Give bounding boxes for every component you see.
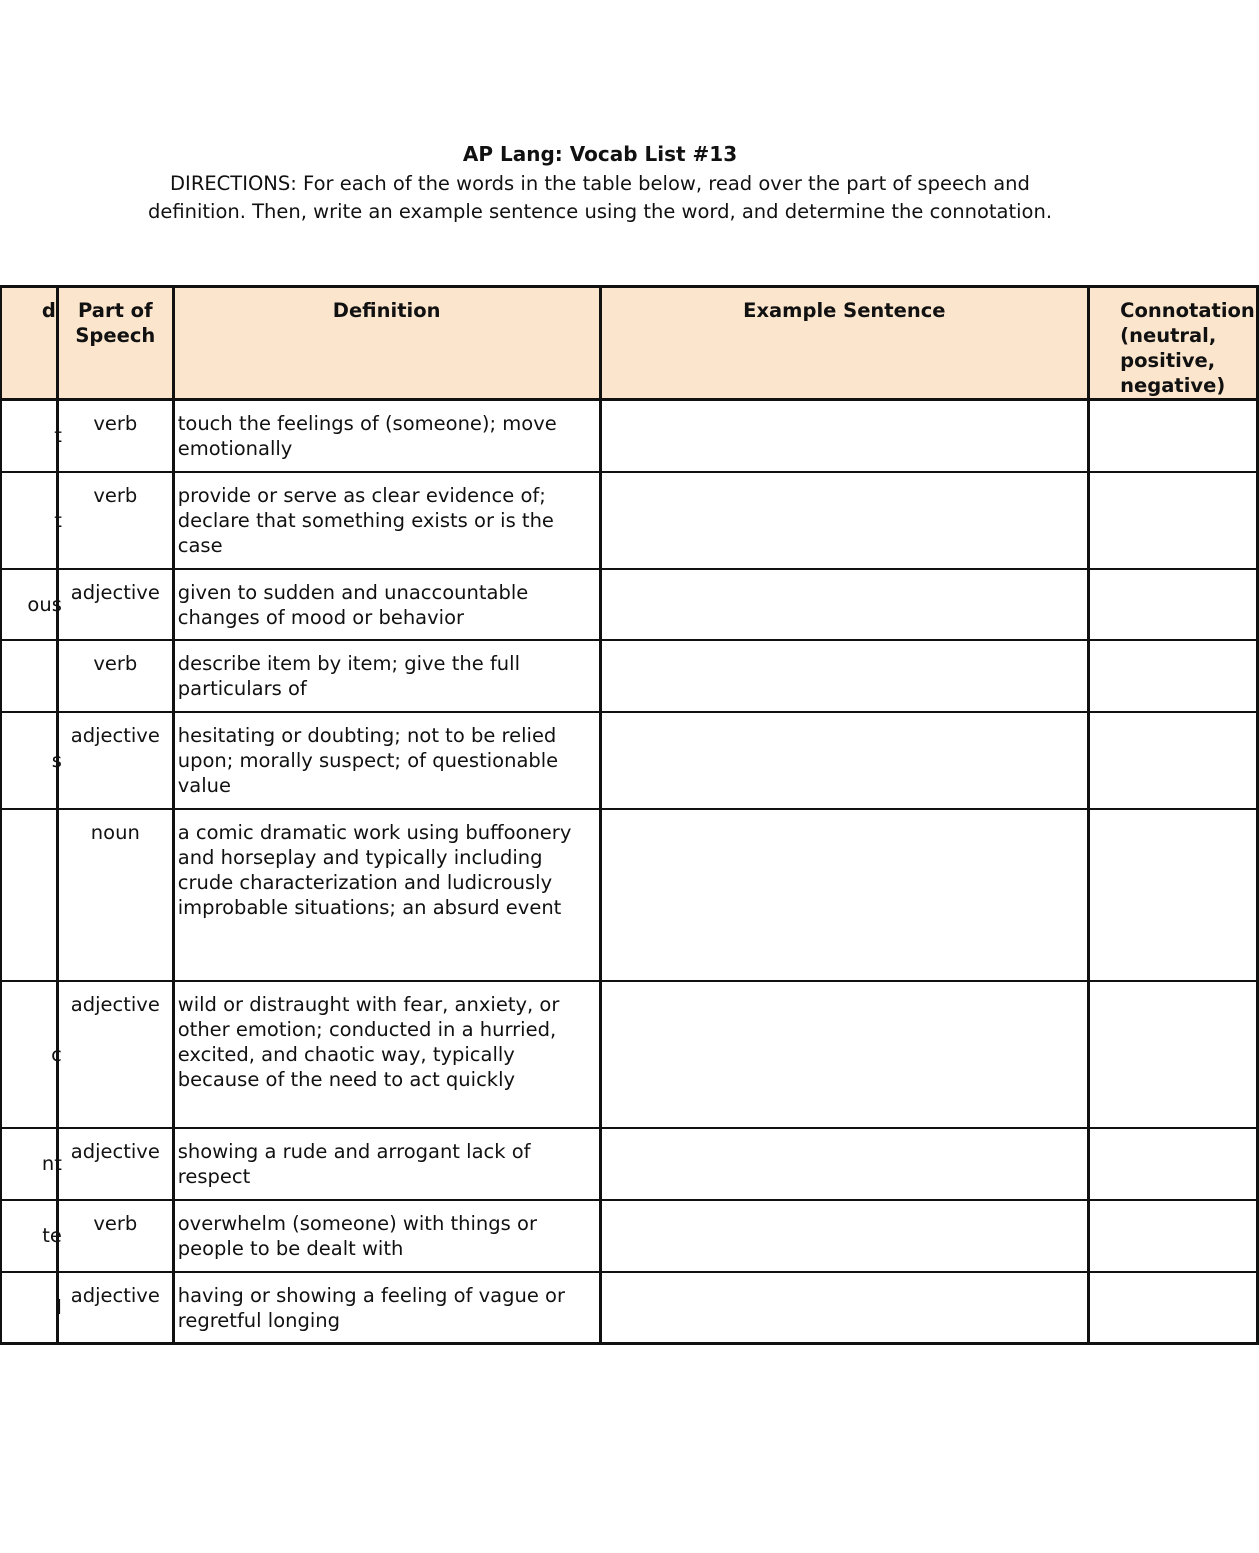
table-row [1, 712, 1258, 809]
word-cell [1, 472, 62, 569]
part-of-speech-cell: adjective [57, 981, 173, 1128]
connotation-cell[interactable] [1089, 640, 1258, 712]
table-row [1, 809, 1258, 981]
definition-cell: describe item by item; give the full particulars of [173, 640, 600, 712]
connotation-cell[interactable] [1089, 809, 1258, 981]
part-of-speech-cell: verb [57, 400, 173, 472]
word-cell [1, 809, 58, 981]
word-text: l [56, 1295, 62, 1319]
header-word: d [1, 287, 58, 400]
vocab-table [0, 285, 1259, 1345]
table-row [1, 400, 1258, 472]
part-of-speech-cell: adjective [57, 1128, 173, 1200]
table-row [1, 569, 1258, 640]
header-part-of-speech [57, 287, 173, 400]
example-sentence-cell[interactable] [600, 640, 1089, 712]
part-of-speech-cell: noun [57, 809, 173, 981]
directions-text: DIRECTIONS: For each of the words in the table below, read over the part of speech and definition. Then, write an example sentence using the word, and determine the connotation. [147, 172, 1053, 223]
example-sentence-cell[interactable] [600, 1200, 1089, 1272]
word-cell [1, 400, 62, 472]
connotation-cell[interactable] [1089, 981, 1258, 1128]
word-text: ous [27, 592, 62, 616]
part-of-speech-cell: verb [57, 472, 173, 569]
word-cell [1, 981, 62, 1128]
table-row [1, 1128, 1258, 1200]
definition-cell: having or showing a feeling of vague or regretful longing [173, 1272, 600, 1344]
word-text: c [51, 1042, 62, 1066]
definition-cell: touch the feelings of (someone); move emotionally [173, 400, 600, 472]
table-row [1, 1200, 1258, 1272]
definition-cell: provide or serve as clear evidence of; declare that something exists or is the case [173, 472, 600, 569]
header-definition: Definition [173, 287, 600, 400]
word-text: s [51, 748, 62, 772]
connotation-cell[interactable] [1089, 1272, 1258, 1344]
part-of-speech-cell: verb [57, 640, 173, 712]
word-cell [1, 1272, 62, 1344]
definition-cell: a comic dramatic work using buffoonery and horseplay and typically including crude characterization and ludicrously improbable situations; an absurd event [173, 809, 600, 981]
connotation-cell[interactable] [1089, 1200, 1258, 1272]
table-row [1, 472, 1258, 569]
part-of-speech-cell: verb [57, 1200, 173, 1272]
word-text: t [54, 508, 62, 532]
connotation-cell[interactable] [1089, 1128, 1258, 1200]
word-text: te [42, 1224, 62, 1247]
example-sentence-cell[interactable] [600, 712, 1089, 809]
table-row [1, 1272, 1258, 1344]
table-row [1, 981, 1258, 1128]
definition-cell: overwhelm (someone) with things or people to be dealt with [173, 1200, 600, 1272]
definition-cell: given to sudden and unaccountable changes of mood or behavior [173, 569, 600, 640]
example-sentence-cell[interactable] [600, 1272, 1089, 1344]
word-cell [1, 1128, 62, 1200]
connotation-cell[interactable] [1089, 712, 1258, 809]
header-part-of-speech-label: Part of Speech [75, 299, 156, 347]
connotation-cell[interactable] [1089, 569, 1258, 640]
definition-cell: hesitating or doubting; not to be relied upon; morally suspect; of questionable value [173, 712, 600, 809]
connotation-cell[interactable] [1089, 400, 1258, 472]
header-connotation-label: Connotation (neutral, positive, negative) [1120, 299, 1255, 397]
header-example-sentence: Example Sentence [600, 287, 1089, 400]
header-row [1, 287, 1258, 400]
example-sentence-cell[interactable] [600, 809, 1089, 981]
example-sentence-cell[interactable] [600, 400, 1089, 472]
example-sentence-cell[interactable] [600, 981, 1089, 1128]
example-sentence-cell[interactable] [600, 472, 1089, 569]
page-title: AP Lang: Vocab List #13 [462, 142, 738, 166]
table-row [1, 640, 1258, 712]
header-connotation [1089, 287, 1258, 400]
word-text: t [54, 424, 62, 448]
word-cell [1, 569, 62, 640]
word-cell [1, 712, 62, 809]
part-of-speech-cell: adjective [57, 1272, 173, 1344]
vocab-table-container [0, 285, 1259, 1345]
example-sentence-cell[interactable] [600, 1128, 1089, 1200]
part-of-speech-cell: adjective [57, 569, 173, 640]
word-cell [1, 1200, 62, 1272]
definition-cell: showing a rude and arrogant lack of respect [173, 1128, 600, 1200]
word-cell [1, 640, 58, 712]
word-text: nt [41, 1152, 62, 1175]
definition-cell: wild or distraught with fear, anxiety, or other emotion; conducted in a hurried, excited, and chaotic way, typically because of the need to act quickly [173, 981, 600, 1128]
part-of-speech-cell: adjective [57, 712, 173, 809]
connotation-cell[interactable] [1089, 472, 1258, 569]
example-sentence-cell[interactable] [600, 569, 1089, 640]
